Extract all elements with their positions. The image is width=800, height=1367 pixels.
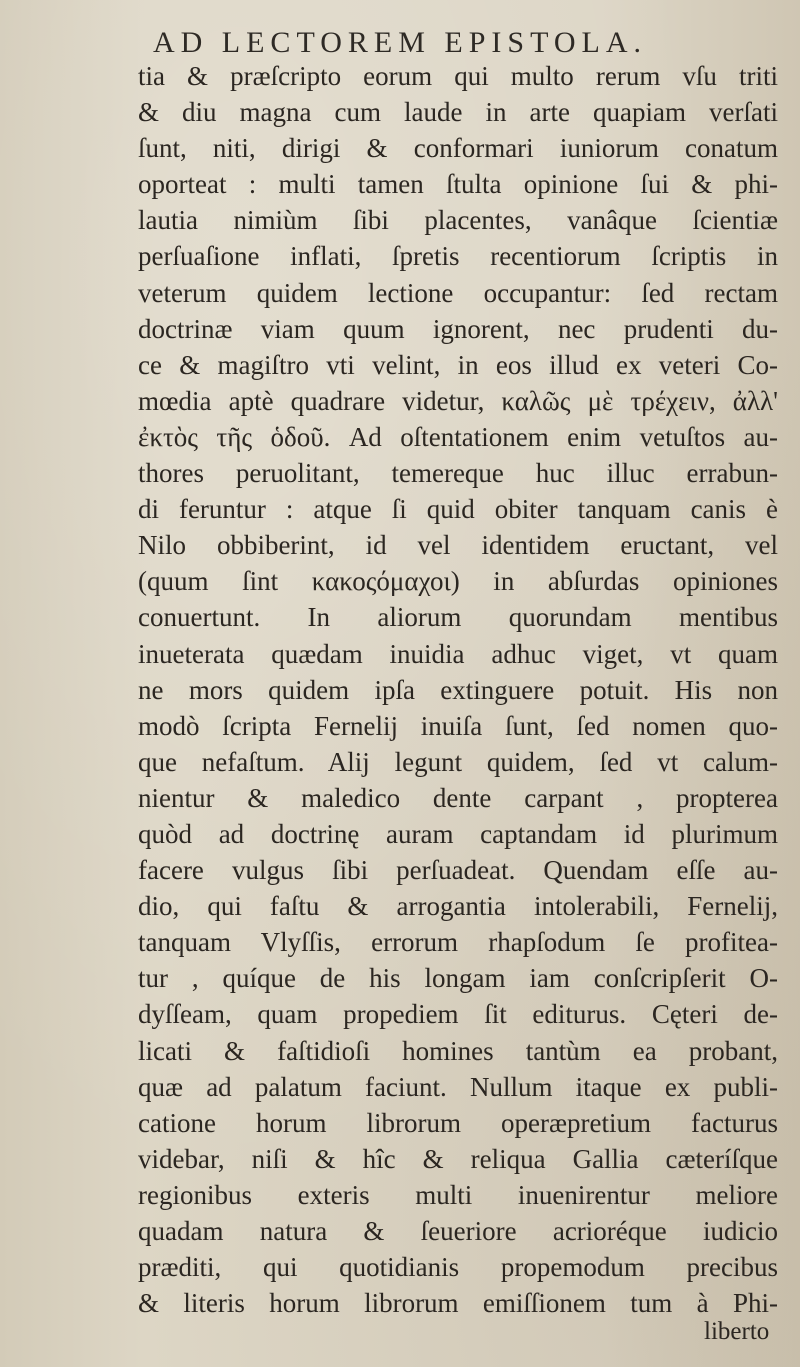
text-line: regionibus exteris multi inuenirentur meliore [138, 1179, 778, 1210]
running-head: AD LECTOREM EPISTOLA. [152, 26, 648, 59]
text-line: mœdia aptè quadrare videtur, καλῶς μὲ τρέχειν, ἀλλ' [138, 385, 778, 416]
text-line: & diu magna cum laude in arte quapiam verſati [138, 97, 778, 128]
text-line: ἐκτὸς τῆς ὁδοῦ. Ad oſtentationem enim vetuſtos au- [138, 421, 778, 452]
text-line: ce & magiſtro vti velint, in eos illud ex veteri Co- [138, 349, 778, 380]
text-line: quòd ad doctrinę auram captandam id plurimum [138, 818, 778, 849]
text-line: modò ſcripta Fernelij inuiſa ſunt, ſed nomen quo- [138, 710, 778, 741]
text-line: catione horum librorum operæpretium facturus [138, 1107, 778, 1138]
text-line: nientur & maledico dente carpant , propterea [138, 782, 778, 813]
text-line: ſunt, niti, dirigi & conformari iuniorum conatum [138, 133, 778, 164]
text-line: veterum quidem lectione occupantur: ſed rectam [138, 277, 778, 308]
text-line: (quum ſint κακοςόμαχοι) in abſurdas opiniones [138, 566, 778, 597]
text-line: di feruntur : atque ſi quid obiter tanquam canis è [138, 494, 778, 525]
text-line: doctrinæ viam quum ignorent, nec prudenti du- [138, 313, 778, 344]
text-line: videbar, niſi & hîc & reliqua Gallia cæteríſque [138, 1143, 778, 1174]
text-line: oporteat : multi tamen ſtulta opinione ſui & phi- [138, 169, 778, 200]
text-line: quadam natura & ſeueriore acrioréque iudicio [138, 1216, 778, 1246]
text-line: thores peruolitant, temereque huc illuc errabun- [138, 458, 778, 489]
text-line: que nefaſtum. Alij legunt quidem, ſed vt calum- [138, 746, 778, 777]
catchword: liberto [704, 1318, 770, 1345]
text-line: dio, qui faſtu & arrogantia intolerabili, Fernelij, [138, 891, 778, 922]
text-line: ne mors quidem ipſa extinguere potuit. His non [138, 674, 778, 705]
text-line: conuertunt. In aliorum quorundam mentibus [138, 602, 778, 633]
text-line: tur , quíque de his longam iam conſcripſerit O- [138, 963, 778, 994]
body-text [138, 58, 778, 1321]
text-line: tia & præſcripto eorum qui multo rerum vſu triti [138, 61, 778, 91]
text-line: inueterata quædam inuidia adhuc viget, vt quam [138, 638, 778, 669]
text-line: perſuaſione inflati, ſpretis recentiorum ſcriptis in [138, 241, 778, 272]
text-line: dyſſeam, quam propediem ſit editurus. Cęteri de- [138, 999, 778, 1030]
text-line: facere vulgus ſibi perſuadeat. Quendam eſſe au- [138, 855, 778, 886]
text-line: præditi, qui quotidianis propemodum precibus [138, 1252, 778, 1283]
text-line: & literis horum librorum emiſſionem tum à Phi- [138, 1288, 778, 1319]
text-line: licati & faſtidioſi homines tantùm ea probant, [138, 1035, 778, 1066]
text-line: quæ ad palatum faciunt. Nullum itaque ex publi- [138, 1071, 778, 1102]
text-line: lautia nimiùm ſibi placentes, vanâque ſcientiæ [138, 205, 778, 236]
text-line: Nilo obbiberint, id vel identidem eructant, vel [138, 530, 778, 561]
text-line: tanquam Vlyſſis, errorum rhapſodum ſe profitea- [138, 927, 778, 958]
